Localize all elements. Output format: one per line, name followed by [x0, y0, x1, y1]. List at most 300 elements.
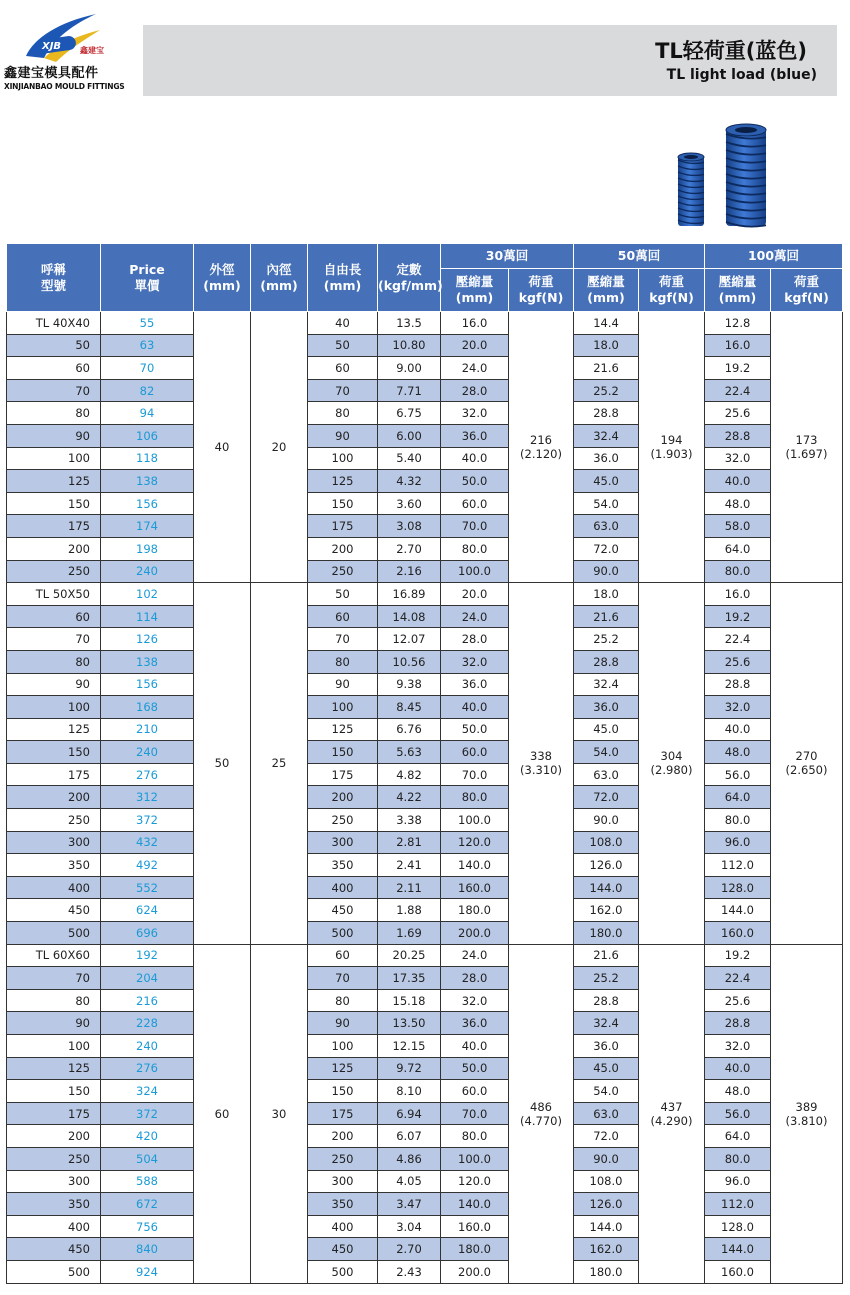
model-cell: 50 — [7, 334, 101, 357]
col-compression-50: 壓縮量 (mm) — [574, 269, 639, 312]
compression-50-cell: 108.0 — [574, 831, 639, 854]
price-cell: 174 — [101, 515, 194, 538]
logo-letters: XJB — [42, 41, 62, 52]
constant-cell: 12.07 — [378, 628, 441, 651]
spring-illustration — [668, 120, 780, 230]
compression-100-cell: 112.0 — [705, 854, 771, 877]
table-row — [7, 1057, 843, 1080]
constant-cell: 3.08 — [378, 515, 441, 538]
free-length-cell: 90 — [308, 673, 378, 696]
compression-100-cell: 160.0 — [705, 922, 771, 945]
model-cell: 250 — [7, 809, 101, 832]
constant-cell: 2.43 — [378, 1260, 441, 1283]
model-cell: 450 — [7, 1238, 101, 1261]
free-length-cell: 100 — [308, 696, 378, 719]
model-cell: 70 — [7, 379, 101, 402]
table-row — [7, 334, 843, 357]
constant-cell: 2.41 — [378, 854, 441, 877]
compression-30-cell: 24.0 — [441, 357, 509, 380]
constant-cell: 7.71 — [378, 379, 441, 402]
table-row — [7, 763, 843, 786]
compression-50-cell: 108.0 — [574, 1170, 639, 1193]
free-length-cell: 40 — [308, 312, 378, 335]
table-row — [7, 831, 843, 854]
model-cell: 90 — [7, 673, 101, 696]
free-length-cell: 400 — [308, 876, 378, 899]
constant-cell: 4.22 — [378, 786, 441, 809]
free-length-cell: 300 — [308, 831, 378, 854]
compression-100-cell: 32.0 — [705, 447, 771, 470]
free-length-cell: 80 — [308, 402, 378, 425]
col-compression-100: 壓縮量 (mm) — [705, 269, 771, 312]
compression-50-cell: 28.8 — [574, 402, 639, 425]
compression-30-cell: 100.0 — [441, 809, 509, 832]
table-row — [7, 312, 843, 335]
free-length-cell: 80 — [308, 650, 378, 673]
table-row — [7, 424, 843, 447]
free-length-cell: 175 — [308, 515, 378, 538]
price-cell: 924 — [101, 1260, 194, 1283]
compression-30-cell: 40.0 — [441, 1035, 509, 1058]
brand-name-cn: 鑫建宝模具配件 — [4, 66, 99, 81]
compression-100-cell: 25.6 — [705, 989, 771, 1012]
price-cell: 276 — [101, 1057, 194, 1080]
compression-30-cell: 140.0 — [441, 854, 509, 877]
model-cell: 400 — [7, 1215, 101, 1238]
compression-50-cell: 90.0 — [574, 809, 639, 832]
free-length-cell: 250 — [308, 560, 378, 583]
compression-30-cell: 28.0 — [441, 967, 509, 990]
constant-cell: 1.69 — [378, 922, 441, 945]
compression-100-cell: 48.0 — [705, 1080, 771, 1103]
compression-100-cell: 48.0 — [705, 492, 771, 515]
load-50-cell: 304 (2.980) — [639, 583, 705, 945]
col-constant: 定數 (kgf/mm) — [378, 244, 441, 312]
compression-30-cell: 40.0 — [441, 696, 509, 719]
price-cell: 756 — [101, 1215, 194, 1238]
outer-diameter-cell: 50 — [194, 583, 251, 945]
logo-small-cn: 鑫建宝 — [80, 45, 104, 55]
inner-diameter-cell: 20 — [251, 312, 308, 583]
table-row — [7, 447, 843, 470]
compression-100-cell: 40.0 — [705, 718, 771, 741]
table-row — [7, 876, 843, 899]
brand-text — [4, 66, 129, 92]
model-cell: 350 — [7, 1193, 101, 1216]
compression-30-cell: 200.0 — [441, 922, 509, 945]
constant-cell: 6.94 — [378, 1102, 441, 1125]
model-cell: 175 — [7, 515, 101, 538]
compression-100-cell: 28.8 — [705, 673, 771, 696]
free-length-cell: 60 — [308, 357, 378, 380]
compression-30-cell: 32.0 — [441, 989, 509, 1012]
constant-cell: 10.56 — [378, 650, 441, 673]
compression-30-cell: 24.0 — [441, 944, 509, 967]
compression-100-cell: 22.4 — [705, 967, 771, 990]
compression-100-cell: 144.0 — [705, 899, 771, 922]
model-cell: 150 — [7, 492, 101, 515]
model-cell: TL 40X40 — [7, 312, 101, 335]
compression-50-cell: 45.0 — [574, 1057, 639, 1080]
compression-50-cell: 72.0 — [574, 786, 639, 809]
constant-cell: 6.00 — [378, 424, 441, 447]
compression-100-cell: 80.0 — [705, 560, 771, 583]
free-length-cell: 250 — [308, 809, 378, 832]
compression-50-cell: 32.4 — [574, 424, 639, 447]
compression-100-cell: 58.0 — [705, 515, 771, 538]
price-cell: 156 — [101, 492, 194, 515]
compression-100-cell: 40.0 — [705, 470, 771, 493]
compression-30-cell: 120.0 — [441, 831, 509, 854]
model-cell: 125 — [7, 470, 101, 493]
compression-50-cell: 21.6 — [574, 357, 639, 380]
compression-100-cell: 16.0 — [705, 583, 771, 606]
price-cell: 672 — [101, 1193, 194, 1216]
table-row — [7, 1260, 843, 1283]
constant-cell: 9.72 — [378, 1057, 441, 1080]
compression-50-cell: 72.0 — [574, 1125, 639, 1148]
compression-30-cell: 160.0 — [441, 876, 509, 899]
price-cell: 192 — [101, 944, 194, 967]
table-row — [7, 1035, 843, 1058]
compression-30-cell: 16.0 — [441, 312, 509, 335]
price-cell: 372 — [101, 809, 194, 832]
load-100-cell: 389 (3.810) — [771, 944, 843, 1283]
compression-100-cell: 19.2 — [705, 605, 771, 628]
table-row — [7, 537, 843, 560]
compression-100-cell: 32.0 — [705, 1035, 771, 1058]
constant-cell: 3.60 — [378, 492, 441, 515]
compression-50-cell: 90.0 — [574, 560, 639, 583]
outer-diameter-cell: 40 — [194, 312, 251, 583]
compression-100-cell: 96.0 — [705, 831, 771, 854]
compression-30-cell: 120.0 — [441, 1170, 509, 1193]
constant-cell: 2.16 — [378, 560, 441, 583]
model-cell: 100 — [7, 1035, 101, 1058]
table-row — [7, 357, 843, 380]
free-length-cell: 500 — [308, 1260, 378, 1283]
free-length-cell: 200 — [308, 1125, 378, 1148]
load-50-cell: 194 (1.903) — [639, 312, 705, 583]
price-cell: 138 — [101, 650, 194, 673]
price-cell: 102 — [101, 583, 194, 606]
load-30-cell: 486 (4.770) — [509, 944, 574, 1283]
outer-diameter-cell: 60 — [194, 944, 251, 1283]
constant-cell: 1.88 — [378, 899, 441, 922]
title-banner — [143, 25, 837, 96]
compression-50-cell: 32.4 — [574, 673, 639, 696]
free-length-cell: 175 — [308, 1102, 378, 1125]
table-row — [7, 470, 843, 493]
compression-50-cell: 144.0 — [574, 1215, 639, 1238]
model-cell: 200 — [7, 537, 101, 560]
price-cell: 168 — [101, 696, 194, 719]
free-length-cell: 100 — [308, 1035, 378, 1058]
price-cell: 82 — [101, 379, 194, 402]
compression-50-cell: 144.0 — [574, 876, 639, 899]
col-group-300k: 30萬回 — [441, 244, 574, 269]
price-cell: 588 — [101, 1170, 194, 1193]
compression-30-cell: 80.0 — [441, 537, 509, 560]
compression-100-cell: 80.0 — [705, 1147, 771, 1170]
table-row — [7, 1147, 843, 1170]
compression-50-cell: 14.4 — [574, 312, 639, 335]
compression-30-cell: 32.0 — [441, 402, 509, 425]
table-row — [7, 1238, 843, 1261]
price-cell: 70 — [101, 357, 194, 380]
compression-30-cell: 70.0 — [441, 1102, 509, 1125]
price-cell: 126 — [101, 628, 194, 651]
table-row — [7, 560, 843, 583]
price-cell: 492 — [101, 854, 194, 877]
compression-100-cell: 12.8 — [705, 312, 771, 335]
price-cell: 420 — [101, 1125, 194, 1148]
compression-100-cell: 32.0 — [705, 696, 771, 719]
table-row — [7, 583, 843, 606]
free-length-cell: 200 — [308, 786, 378, 809]
model-cell: 175 — [7, 1102, 101, 1125]
price-cell: 198 — [101, 537, 194, 560]
model-cell: 150 — [7, 1080, 101, 1103]
constant-cell: 4.86 — [378, 1147, 441, 1170]
free-length-cell: 450 — [308, 1238, 378, 1261]
load-50-cell: 437 (4.290) — [639, 944, 705, 1283]
table-row — [7, 854, 843, 877]
compression-100-cell: 25.6 — [705, 402, 771, 425]
free-length-cell: 125 — [308, 718, 378, 741]
price-cell: 204 — [101, 967, 194, 990]
model-cell: 90 — [7, 1012, 101, 1035]
free-length-cell: 250 — [308, 1147, 378, 1170]
constant-cell: 4.32 — [378, 470, 441, 493]
free-length-cell: 90 — [308, 1012, 378, 1035]
compression-30-cell: 32.0 — [441, 650, 509, 673]
table-row — [7, 673, 843, 696]
compression-30-cell: 60.0 — [441, 741, 509, 764]
inner-diameter-cell: 25 — [251, 583, 308, 945]
constant-cell: 3.47 — [378, 1193, 441, 1216]
free-length-cell: 100 — [308, 447, 378, 470]
compression-50-cell: 32.4 — [574, 1012, 639, 1035]
compression-50-cell: 126.0 — [574, 1193, 639, 1216]
constant-cell: 14.08 — [378, 605, 441, 628]
compression-50-cell: 21.6 — [574, 605, 639, 628]
table-row — [7, 1193, 843, 1216]
compression-50-cell: 72.0 — [574, 537, 639, 560]
constant-cell: 3.04 — [378, 1215, 441, 1238]
compression-50-cell: 18.0 — [574, 583, 639, 606]
free-length-cell: 80 — [308, 989, 378, 1012]
table-row — [7, 786, 843, 809]
compression-100-cell: 16.0 — [705, 334, 771, 357]
model-cell: 90 — [7, 424, 101, 447]
table-row — [7, 1215, 843, 1238]
compression-30-cell: 60.0 — [441, 1080, 509, 1103]
free-length-cell: 350 — [308, 854, 378, 877]
table-row — [7, 696, 843, 719]
constant-cell: 6.76 — [378, 718, 441, 741]
compression-50-cell: 180.0 — [574, 922, 639, 945]
model-cell: 100 — [7, 696, 101, 719]
table-row — [7, 922, 843, 945]
constant-cell: 5.63 — [378, 741, 441, 764]
constant-cell: 2.81 — [378, 831, 441, 854]
model-cell: 500 — [7, 922, 101, 945]
table-row — [7, 1012, 843, 1035]
col-model: 呼稱 型號 — [7, 244, 101, 312]
constant-cell: 6.07 — [378, 1125, 441, 1148]
table-row — [7, 989, 843, 1012]
table-row — [7, 809, 843, 832]
price-cell: 240 — [101, 1035, 194, 1058]
page-title-en: TL light load (blue) — [666, 67, 817, 83]
price-cell: 624 — [101, 899, 194, 922]
price-cell: 156 — [101, 673, 194, 696]
compression-50-cell: 28.8 — [574, 989, 639, 1012]
compression-30-cell: 180.0 — [441, 899, 509, 922]
model-cell: 70 — [7, 628, 101, 651]
price-cell: 504 — [101, 1147, 194, 1170]
large-spring-icon — [726, 124, 766, 227]
compression-50-cell: 63.0 — [574, 763, 639, 786]
compression-30-cell: 40.0 — [441, 447, 509, 470]
constant-cell: 4.82 — [378, 763, 441, 786]
model-cell: 300 — [7, 831, 101, 854]
table-row — [7, 1170, 843, 1193]
small-spring-icon — [678, 153, 704, 226]
price-cell: 114 — [101, 605, 194, 628]
price-cell: 432 — [101, 831, 194, 854]
table-row — [7, 1080, 843, 1103]
constant-cell: 4.05 — [378, 1170, 441, 1193]
price-cell: 216 — [101, 989, 194, 1012]
constant-cell: 13.5 — [378, 312, 441, 335]
model-cell: 450 — [7, 899, 101, 922]
constant-cell: 16.89 — [378, 583, 441, 606]
price-cell: 276 — [101, 763, 194, 786]
free-length-cell: 150 — [308, 492, 378, 515]
compression-100-cell: 22.4 — [705, 379, 771, 402]
col-group-500k: 50萬回 — [574, 244, 705, 269]
compression-100-cell: 128.0 — [705, 1215, 771, 1238]
compression-50-cell: 45.0 — [574, 470, 639, 493]
compression-50-cell: 25.2 — [574, 628, 639, 651]
compression-100-cell: 96.0 — [705, 1170, 771, 1193]
compression-50-cell: 18.0 — [574, 334, 639, 357]
price-cell: 106 — [101, 424, 194, 447]
compression-30-cell: 36.0 — [441, 1012, 509, 1035]
free-length-cell: 90 — [308, 424, 378, 447]
compression-50-cell: 63.0 — [574, 1102, 639, 1125]
constant-cell: 15.18 — [378, 989, 441, 1012]
constant-cell: 2.11 — [378, 876, 441, 899]
compression-30-cell: 160.0 — [441, 1215, 509, 1238]
compression-30-cell: 80.0 — [441, 1125, 509, 1148]
model-cell: 350 — [7, 854, 101, 877]
table-row — [7, 1125, 843, 1148]
price-cell: 63 — [101, 334, 194, 357]
table-row — [7, 402, 843, 425]
compression-30-cell: 140.0 — [441, 1193, 509, 1216]
compression-100-cell: 56.0 — [705, 763, 771, 786]
price-cell: 240 — [101, 560, 194, 583]
price-cell: 552 — [101, 876, 194, 899]
free-length-cell: 70 — [308, 379, 378, 402]
model-cell: 100 — [7, 447, 101, 470]
compression-30-cell: 36.0 — [441, 673, 509, 696]
compression-50-cell: 162.0 — [574, 1238, 639, 1261]
compression-30-cell: 50.0 — [441, 718, 509, 741]
constant-cell: 5.40 — [378, 447, 441, 470]
col-load-50: 荷重 kgf(N) — [639, 269, 705, 312]
compression-100-cell: 64.0 — [705, 537, 771, 560]
xjb-swoosh-icon — [4, 8, 134, 68]
price-cell: 228 — [101, 1012, 194, 1035]
constant-cell: 17.35 — [378, 967, 441, 990]
compression-30-cell: 100.0 — [441, 1147, 509, 1170]
compression-100-cell: 112.0 — [705, 1193, 771, 1216]
model-cell: 175 — [7, 763, 101, 786]
model-cell: 70 — [7, 967, 101, 990]
model-cell: 250 — [7, 1147, 101, 1170]
col-inner-diameter: 內徑 (mm) — [251, 244, 308, 312]
constant-cell: 3.38 — [378, 809, 441, 832]
compression-30-cell: 28.0 — [441, 379, 509, 402]
compression-30-cell: 100.0 — [441, 560, 509, 583]
constant-cell: 8.45 — [378, 696, 441, 719]
load-100-cell: 173 (1.697) — [771, 312, 843, 583]
free-length-cell: 70 — [308, 967, 378, 990]
model-cell: 80 — [7, 650, 101, 673]
constant-cell: 9.00 — [378, 357, 441, 380]
col-group-1m: 100萬回 — [705, 244, 843, 269]
table-row — [7, 650, 843, 673]
compression-100-cell: 22.4 — [705, 628, 771, 651]
col-outer-diameter: 外徑 (mm) — [194, 244, 251, 312]
compression-30-cell: 60.0 — [441, 492, 509, 515]
compression-50-cell: 45.0 — [574, 718, 639, 741]
compression-50-cell: 36.0 — [574, 1035, 639, 1058]
model-cell: 80 — [7, 402, 101, 425]
table-row — [7, 379, 843, 402]
model-cell: 150 — [7, 741, 101, 764]
constant-cell: 9.38 — [378, 673, 441, 696]
compression-100-cell: 28.8 — [705, 1012, 771, 1035]
compression-30-cell: 70.0 — [441, 515, 509, 538]
price-cell: 210 — [101, 718, 194, 741]
compression-30-cell: 20.0 — [441, 334, 509, 357]
constant-cell: 6.75 — [378, 402, 441, 425]
constant-cell: 2.70 — [378, 537, 441, 560]
free-length-cell: 300 — [308, 1170, 378, 1193]
table-body — [7, 312, 843, 1284]
inner-diameter-cell: 30 — [251, 944, 308, 1283]
free-length-cell: 50 — [308, 334, 378, 357]
free-length-cell: 60 — [308, 605, 378, 628]
model-cell: 500 — [7, 1260, 101, 1283]
model-cell: TL 50X50 — [7, 583, 101, 606]
compression-50-cell: 25.2 — [574, 379, 639, 402]
col-compression-30: 壓縮量 (mm) — [441, 269, 509, 312]
table-row — [7, 1102, 843, 1125]
constant-cell: 8.10 — [378, 1080, 441, 1103]
compression-30-cell: 28.0 — [441, 628, 509, 651]
col-price: Price 單價 — [101, 244, 194, 312]
model-cell: 60 — [7, 357, 101, 380]
compression-50-cell: 126.0 — [574, 854, 639, 877]
compression-100-cell: 19.2 — [705, 357, 771, 380]
compression-100-cell: 80.0 — [705, 809, 771, 832]
